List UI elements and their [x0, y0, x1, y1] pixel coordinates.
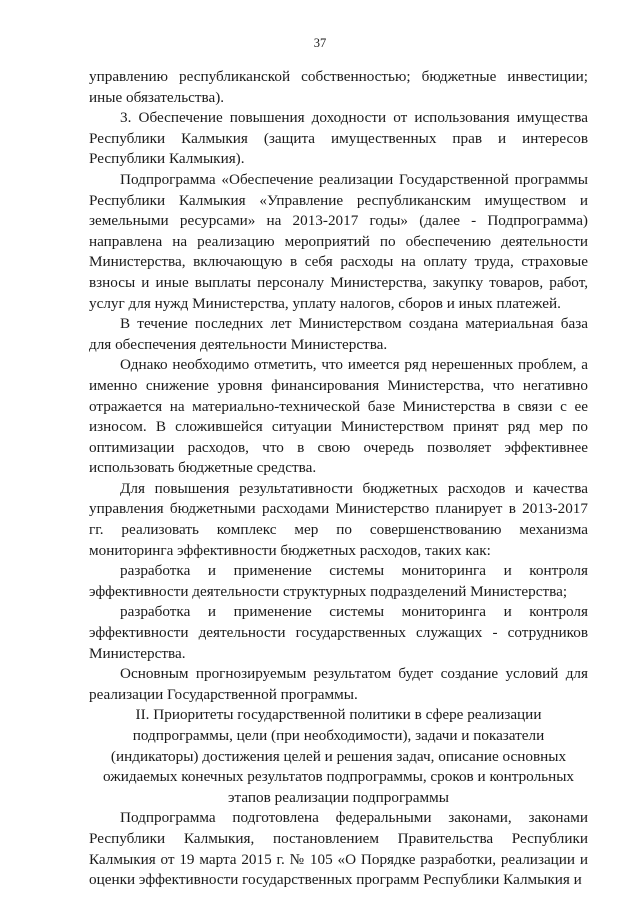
- paragraph: 3. Обеспечение повышения доходности от использования имущества Республики Калмыкия (защита имущественных прав и интересов Республики Калмыкия).: [89, 109, 588, 168]
- section-heading: II. Приоритеты государственной политики в сфере реализации подпрограммы, цели (при необходимости), задачи и показатели (индикаторы) достижения целей и решения задач, описание основных ожидаемых конечных результатов подпрограммы, сроков и контрольных этапов реализации подпрограммы: [102, 706, 575, 806]
- paragraph: управлению республиканской собственностью; бюджетные инвестиции; иные обязательства).: [89, 68, 588, 106]
- document-body: [89, 67, 588, 891]
- paragraph: Подпрограмма подготовлена федеральными законами, законами Республики Калмыкия, постановлением Правительства Республики Калмыкия от 19 марта 2015 г. № 105 «О Порядке разработки, реализации и оценки эффективности государственных программ Республики Калмыкия и: [89, 809, 588, 889]
- list-item: разработка и применение системы мониторинга и контроля эффективности деятельности структурных подразделений Министерства;: [89, 562, 588, 600]
- list-item: разработка и применение системы мониторинга и контроля эффективности деятельности государственных служащих - сотрудников Министерства.: [89, 603, 588, 662]
- paragraph: Подпрограмма «Обеспечение реализации Государственной программы Республики Калмыкия «Управление республиканским имуществом и земельными ресурсами» на 2013-2017 годы» (далее - Подпрограмма) направлена на реализацию мероприятий по обеспечению деятельности Министерства, включающую в себя расходы на оплату труда, страховые взносы и иные выплаты персоналу Министерства, закупку товаров, работ, услуг для нужд Министерства, уплату налогов, сборов и иных платежей.: [89, 170, 588, 312]
- page-number: 37: [313, 36, 327, 50]
- paragraph: Основным прогнозируемым результатом будет создание условий для реализации Государственной программы.: [89, 665, 588, 703]
- paragraph: Для повышения результативности бюджетных расходов и качества управления бюджетными расходами Министерство планирует в 2013-2017 гг. реализовать комплекс мер по совершенствованию механизма мониторинга эффективности бюджетных расходов, таких как:: [89, 479, 588, 559]
- paragraph: Однако необходимо отметить, что имеется ряд нерешенных проблем, а именно снижение уровня финансирования Министерства, что негативно отражается на материально-технической базе Министерства в связи с ее износом. В сложившейся ситуации Министерством принят ряд мер по оптимизации расходов, что в свою очередь позволяет эффективнее использовать бюджетные средства.: [89, 356, 588, 477]
- paragraph: В течение последних лет Министерством создана материальная база для обеспечения деятельности Министерства.: [89, 315, 588, 353]
